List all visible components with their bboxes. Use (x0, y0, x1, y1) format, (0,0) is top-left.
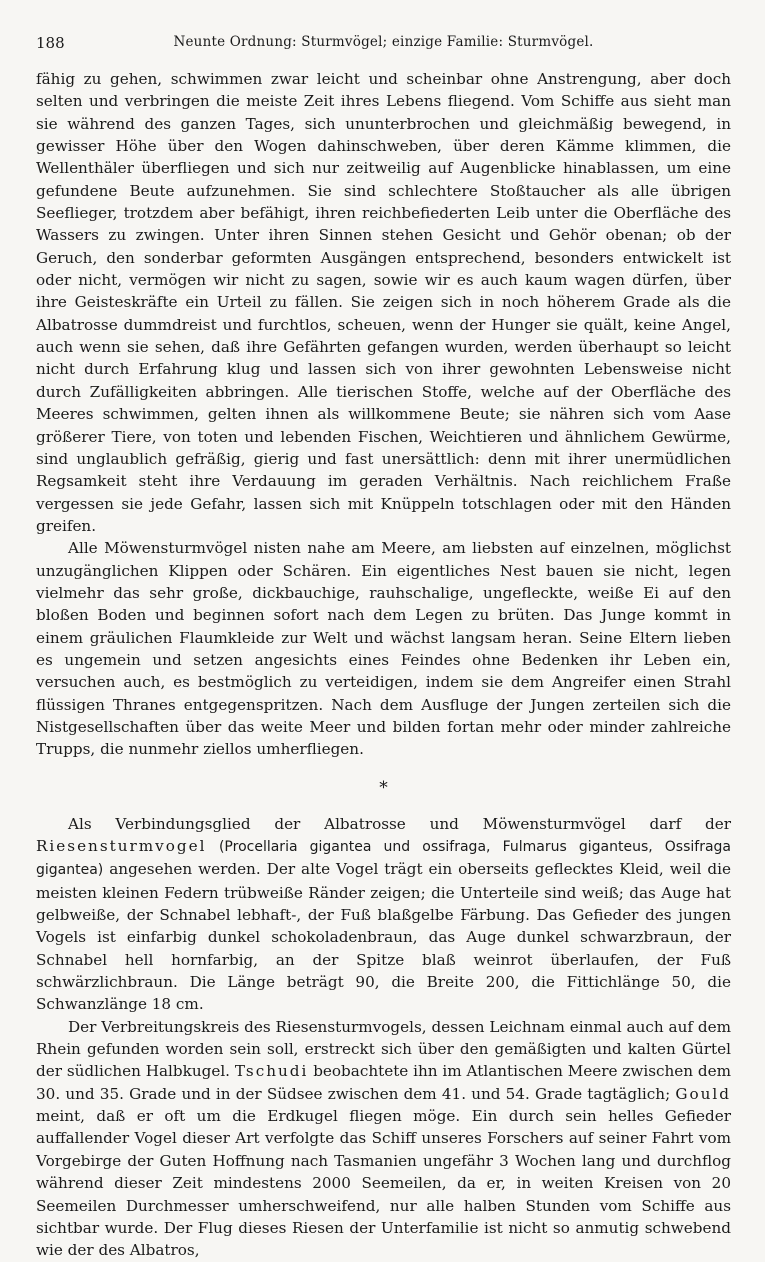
species-name: Riesensturmvogel (36, 837, 207, 855)
page-header (36, 30, 731, 56)
running-head: Neunte Ordnung: Sturmvögel; einzige Familie: Sturmvögel. (173, 34, 594, 50)
page-number: 188 (36, 34, 65, 52)
author-name-gould: Gould (675, 1084, 731, 1103)
p3-text-before: Als Verbindungsglied der Albatrosse und Möwensturmvögel darf der (68, 814, 731, 833)
paragraph-2: Alle Möwensturmvögel nisten nahe am Meere, am liebsten auf einzelnen, möglichst unzugänglichen Klippen oder Schären. Ein eigentliches Nest bauen sie nicht, legen vielmehr das sehr große, dickbauchige, rauhschalige, ungefleckte, weiße Ei auf den bloßen Boden und beginnen sofort nach dem Legen zu brüten. Das Junge kommt in einem gräulichen Flaumkleide zur Welt und wächst langsam heran. Seine Eltern lieben es ungemein und setzen angesichts eines Feindes ohne Bedenken ihr Leben ein, versuchen auch, es bestmöglich zu verteidigen, indem sie dem Angreifer einen Strahl flüssigen Thranes entgegenspritzen. Nach dem Ausfluge der Jungen zerteilen sich die Nistgesellschaften über das weite Meer und bilden fortan mehr oder minder zahlreiche Trupps, die nunmehr ziellos umherfliegen. (36, 539, 731, 759)
p4-text-before: Der Verbreitungskreis des Riesensturmvogels, dessen Leichnam einmal auch auf dem Rhein gefunden worden sein soll, erstreckt sich über den gemäßigten und kalten Gürtel der südlichen Halbkugel. (36, 1017, 731, 1081)
page-body (36, 68, 731, 1262)
p3-text-after: angesehen werden. Der alte Vogel trägt ein oberseits geflecktes Kleid, weil die meisten kleinen Federn trübweiße Ränder zeigen; die Unterteile sind weiß; das Auge hat gelbweiße, der Schnabel lebhaft-, der Fuß blaßgelbe Färbung. Das Gefieder des jungen Vogels ist einfarbig dunkel schokoladenbraun, das Auge dunkel schwarzbraun, der Schnabel hell hornfarbig, an der Spitze blaß weinrot überlaufen, der Fuß schwärzlichbraun. Die Länge beträgt 90, die Breite 200, die Fittichlänge 50, die Schwanzlänge 18 cm. (36, 860, 731, 1014)
section-separator: * (379, 777, 388, 798)
p4-text-after: meint, daß er oft um die Erdkugel fliegen möge. Ein durch sein helles Gefieder auffallender Vogel dieser Art verfolgte das Schiff unseres Forschers auf seiner Fahrt vom Vorgebirge der Guten Hoffnung nach Tasmanien ungefähr 3 Wochen lang und durchflog während dieser Zeit mindestens 2000 Seemeilen, da er, in weiten Kreisen von 20 Seemeilen Durchmesser umherschweifend, nur alle halben Stunden vom Schiffe aus sichtbar wurde. Der Flug dieses Riesen der Unterfamilie ist nicht so anmutig schwebend wie der des Albatros, (36, 1107, 731, 1260)
latin-names: (Procellaria gigantea und ossifraga, Fulmarus giganteus, Ossifraga gigantea) (36, 839, 732, 879)
p4-text-mid: beobachtete ihn im Atlantischen Meere zwischen dem 30. und 35. Grade und in der Südsee zwischen dem 41. und 54. Grade tagtäglich; (36, 1062, 732, 1103)
author-name-tschudi: Tschudi (234, 1062, 309, 1081)
paragraph-1: fähig zu gehen, schwimmen zwar leicht und scheinbar ohne Anstrengung, aber doch selten und verbringen die meiste Zeit ihres Lebens fliegend. Vom Schiffe aus sieht man sie während des ganzen Tages, sich ununterbrochen und gleichmäßig bewegend, in gewisser Höhe über den Wogen dahinschweben, über deren Kämme klimmen, die Wellenthäler überfliegen und sich nur zeitweilig auf Augenblicke hinablassen, um eine gefundene Beute aufzunehmen. Sie sind schlechtere Stoßtaucher als alle übrigen Seeflieger, trotzdem aber befähigt, ihren reichbefiederten Leib unter die Oberfläche des Wassers zu zwingen. Unter ihren Sinnen stehen Gesicht und Gehör obenan; ob der Geruch, den sonderbar geformten Ausgängen entsprechend, besonders entwickelt ist oder nicht, vermögen wir nicht zu sagen, sowie wir es auch kaum wagen dürfen, über ihre Geisteskräfte ein Urteil zu fällen. Sie zeigen sich in noch höherem Grade als die Albatrosse dummdreist und furchtlos, scheuen, wenn der Hunger sie quält, keine Angel, auch wenn sie sehen, daß ihre Gefährten gefangen wurden, werden überhaupt so leicht nicht durch Erfahrung klug und lassen sich von ihrer gewohnten Lebensweise nicht durch Zufälligkeiten abbringen. Alle tierischen Stoffe, welche auf der Oberfläche des Meeres schwimmen, gelten ihnen als willkommene Beute; sie nähren sich vom Aase größerer Tiere, von toten und lebenden Fischen, Weichtieren und ähnlichem Gewürme, sind unglaublich gefräßig, gierig und fast unersättlich: denn mit ihrer unermüdlichen Regsamkeit steht ihre Verdauung im geraden Verhältnis. Nach reichlichem Fraße vergessen sie jede Gefahr, lassen sich mit Knüppeln totschlagen oder mit den Händen greifen. (36, 70, 731, 535)
paragraph-4 (36, 1016, 731, 1262)
paragraph-3 (36, 813, 731, 1016)
